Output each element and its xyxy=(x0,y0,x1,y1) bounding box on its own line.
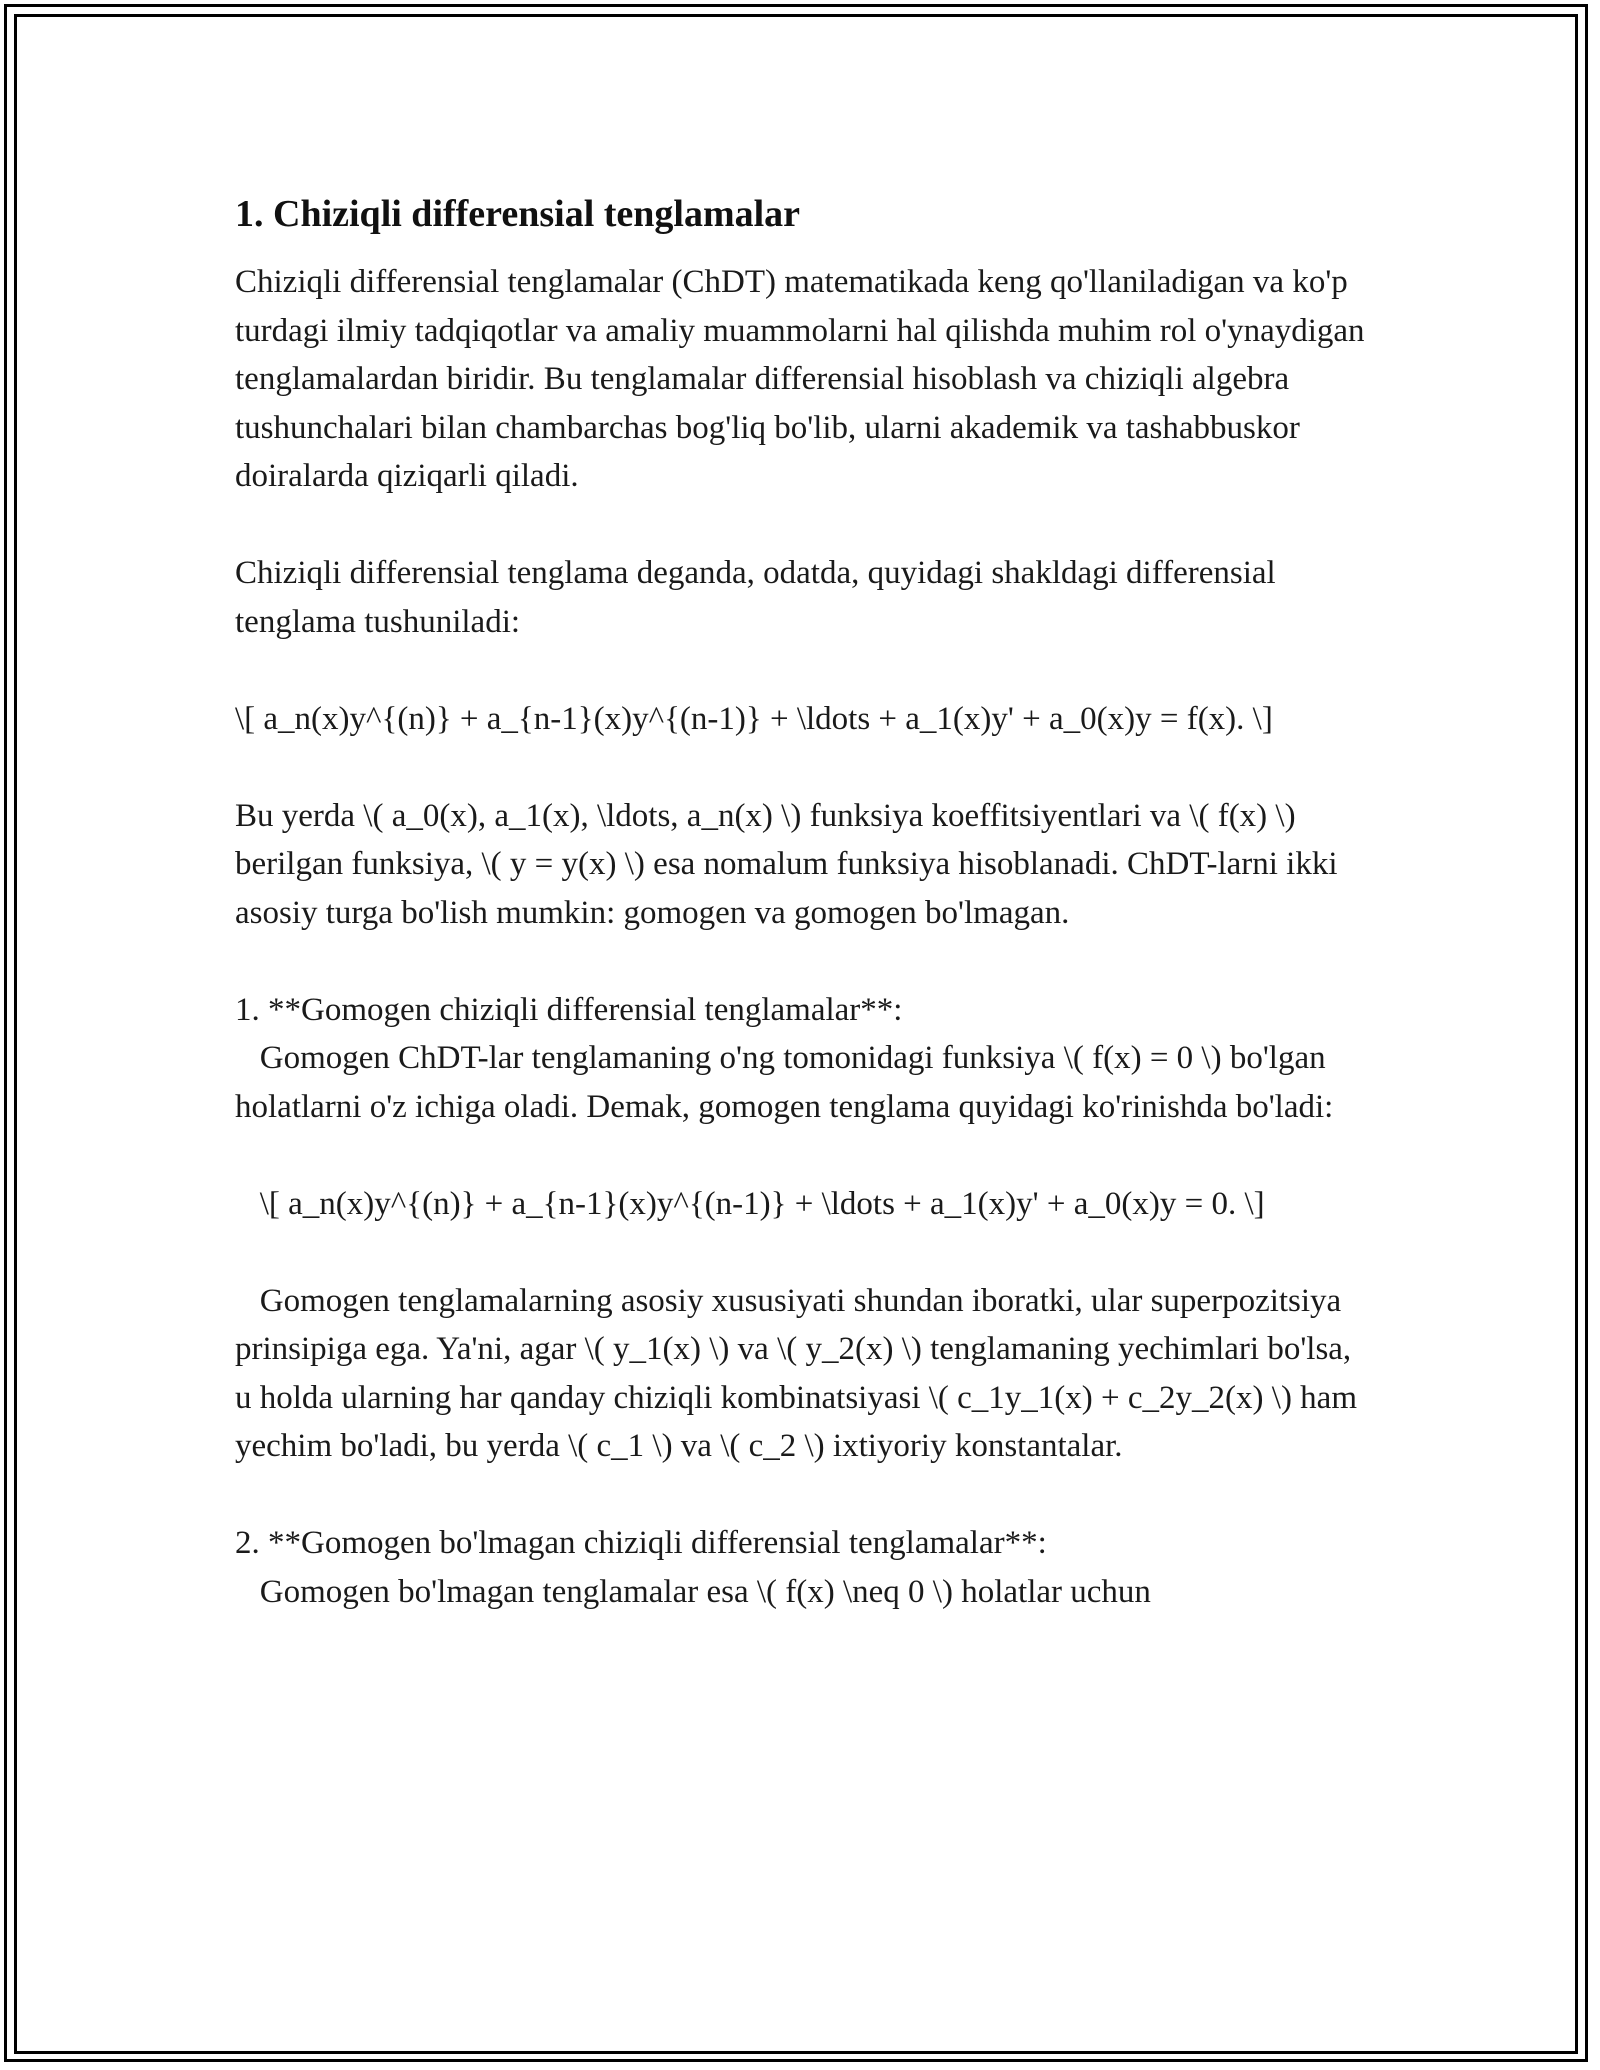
paragraph-definition: Chiziqli differensial tenglama deganda, odatda, quyidagi shakldagi differensial tenglama tushuniladi: xyxy=(235,555,1284,640)
paragraph-intro: Chiziqli differensial tenglamalar (ChDT) matematikada keng qo'llaniladigan va ko'p turdagi ilmiy tadqiqotlar va amaliy muammolarni hal qilishda muhim rol o'ynaydigan tenglamalardan biridir. Bu tenglamalar differensial hisoblash va chiziqli algebra tushunchalari bilan chambarchas bog'liq bo'lib, ularni akademik va tashabbuskor doiralarda qiziqarli qiladi. xyxy=(235,264,1373,494)
paragraph-gap xyxy=(235,1228,1370,1277)
paragraph-gap xyxy=(235,501,1370,550)
list-item-homogeneous: 1. **Gomogen chiziqli differensial tenglamalar**: Gomogen ChDT-lar tenglamaning o'ng tomonidagi funksiya \( f(x) = 0 \) bo'lgan holatlarni o'z ichiga oladi. Demak, gomogen tenglama quyidagi ko'rinishda bo'ladi: xyxy=(235,991,1334,1125)
paragraph-superposition: Gomogen tenglamalarning asosiy xususiyati shundan iboratki, ular superpozitsiya prinsipiga ega. Ya'ni, agar \( y_1(x) \) va \( y_2(x) \) tenglamaning yechimlari bo'lsa, u holda ularning har qanday chiziqli kombinatsiyasi \( c_1y_1(x) + c_2y_2(x) \) ham yechim bo'ladi, bu yerda \( c_1 \) va \( c_2 \) ixtiyoriy konstantalar. xyxy=(235,1282,1366,1464)
equation-homogeneous: \[ a_n(x)y^{(n)} + a_{n-1}(x)y^{(n-1)} + \ldots + a_1(x)y' + a_0(x)y = 0. \] xyxy=(235,1185,1265,1222)
paragraph-gap xyxy=(235,743,1370,792)
equation-general: \[ a_n(x)y^{(n)} + a_{n-1}(x)y^{(n-1)} + \ldots + a_1(x)y' + a_0(x)y = f(x). \] xyxy=(235,700,1273,737)
paragraph-coefficients: Bu yerda \( a_0(x), a_1(x), \ldots, a_n(x) \) funksiya koeffitsiyentlari va \( f(x) \) berilgan funksiya, \( y = y(x) \) esa nomalum funksiya hisoblanadi. ChDT-larni ikki asosiy turga bo'lish mumkin: gomogen va gomogen bo'lmagan. xyxy=(235,797,1346,931)
paragraph-gap xyxy=(235,937,1370,986)
paragraph-gap xyxy=(235,1131,1370,1180)
document-body xyxy=(235,190,1373,1616)
paragraph-gap xyxy=(235,1471,1370,1520)
list-item-nonhomogeneous: 2. **Gomogen bo'lmagan chiziqli differensial tenglamalar**: Gomogen bo'lmagan tenglamalar esa \( f(x) \neq 0 \) holatlar uchun xyxy=(235,1525,1151,1610)
section-heading: 1. Chiziqli differensial tenglamalar xyxy=(235,193,801,235)
paragraph-gap xyxy=(235,646,1370,695)
